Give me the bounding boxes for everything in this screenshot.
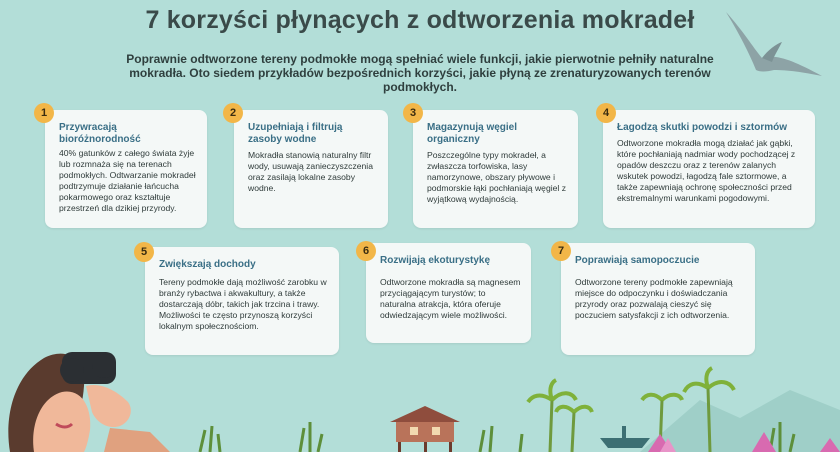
woman-with-binoculars-illustration (0, 336, 190, 452)
number-badge: 6 (356, 241, 376, 261)
page-title: 7 korzyści płynących z odtworzenia mokradeł (145, 6, 695, 34)
benefit-body: Poszczególne typy mokradeł, a zwłaszcza torfowiska, lasy namorzynowe, obszary pływowe i podmorskie łąki pochłaniają węgiel z wyjątkową wydajnością. (427, 150, 567, 204)
number-badge: 2 (223, 103, 243, 123)
benefit-title: Poprawiają samopoczucie (575, 255, 700, 266)
number-badge: 4 (596, 103, 616, 123)
benefit-body: Odtworzone tereny podmokłe zapewniają miejsce do odpoczynku i doświadczania przyrody oraz pozwalają cieszyć się poczuciem satysfakcji z ich odtworzenia. (575, 277, 733, 320)
number-badge: 3 (403, 103, 423, 123)
benefit-card-3 (413, 110, 578, 228)
benefit-title: Łagodzą skutki powodzi i sztormów (617, 122, 788, 133)
benefit-body: Odtworzone mokradła mogą działać jak gąbki, które pochłaniają nadmiar wody pochodzącej z opadów deszczu oraz z terenów zalanych wskutek powodzi, łagodzą fale sztormowe, a także zapewniają ochronę społeczności przed ekstremalnymi warunkami pogodowymi. (617, 138, 796, 203)
benefit-body: Odtworzone mokradła są magnesem przyciągającym turystów; to naturalna atrakcja, która oferuje odwiedzającym wiele możliwości. (380, 277, 521, 320)
benefit-title: Uzupełniają i filtrują zasoby wodne (248, 122, 343, 145)
number-badge: 5 (134, 242, 154, 262)
benefit-card-6 (366, 243, 531, 343)
benefit-body: Tereny podmokłe dają możliwość zarobku w branży rybactwa i akwakultury, a także dostarczają dóbr, takich jak trzcina i trawy. Możliwości te często przynoszą korzyści lokalnym społecznościom. (159, 277, 327, 331)
benefit-title: Magazynują węgiel organiczny (427, 122, 518, 145)
number-badge: 7 (551, 241, 571, 261)
number-badge: 1 (34, 103, 54, 123)
benefit-title: Rozwijają ekoturystykę (380, 255, 491, 266)
benefit-card-2 (234, 110, 388, 228)
benefit-title: Zwiększają dochody (159, 259, 256, 270)
benefit-card-1 (45, 110, 207, 228)
benefit-card-4 (603, 110, 815, 228)
page-subtitle: Poprawnie odtworzone tereny podmokłe mogą spełniać wiele funkcji, jakie pierwotnie pełniły naturalne mokradła. Oto siedem przykładów bezpośrednich korzyści, jakie płyną ze zrenaturyzowanych terenów podmokłych. (126, 52, 714, 94)
benefit-title: Przywracają bioróżnorodność (59, 122, 141, 145)
benefit-body: 40% gatunków z całego świata żyje lub rozmnaża się na terenach podmokłych. Odtwarzanie mokradeł podtrzymuje działanie łańcucha pokarmowego oraz kształtuje przestrzeń dla dzikiej przyrody. (59, 148, 196, 213)
benefit-body: Mokradła stanowią naturalny filtr wody, usuwają zanieczyszczenia oraz zasilają lokalne zasoby wodne. (248, 150, 373, 193)
